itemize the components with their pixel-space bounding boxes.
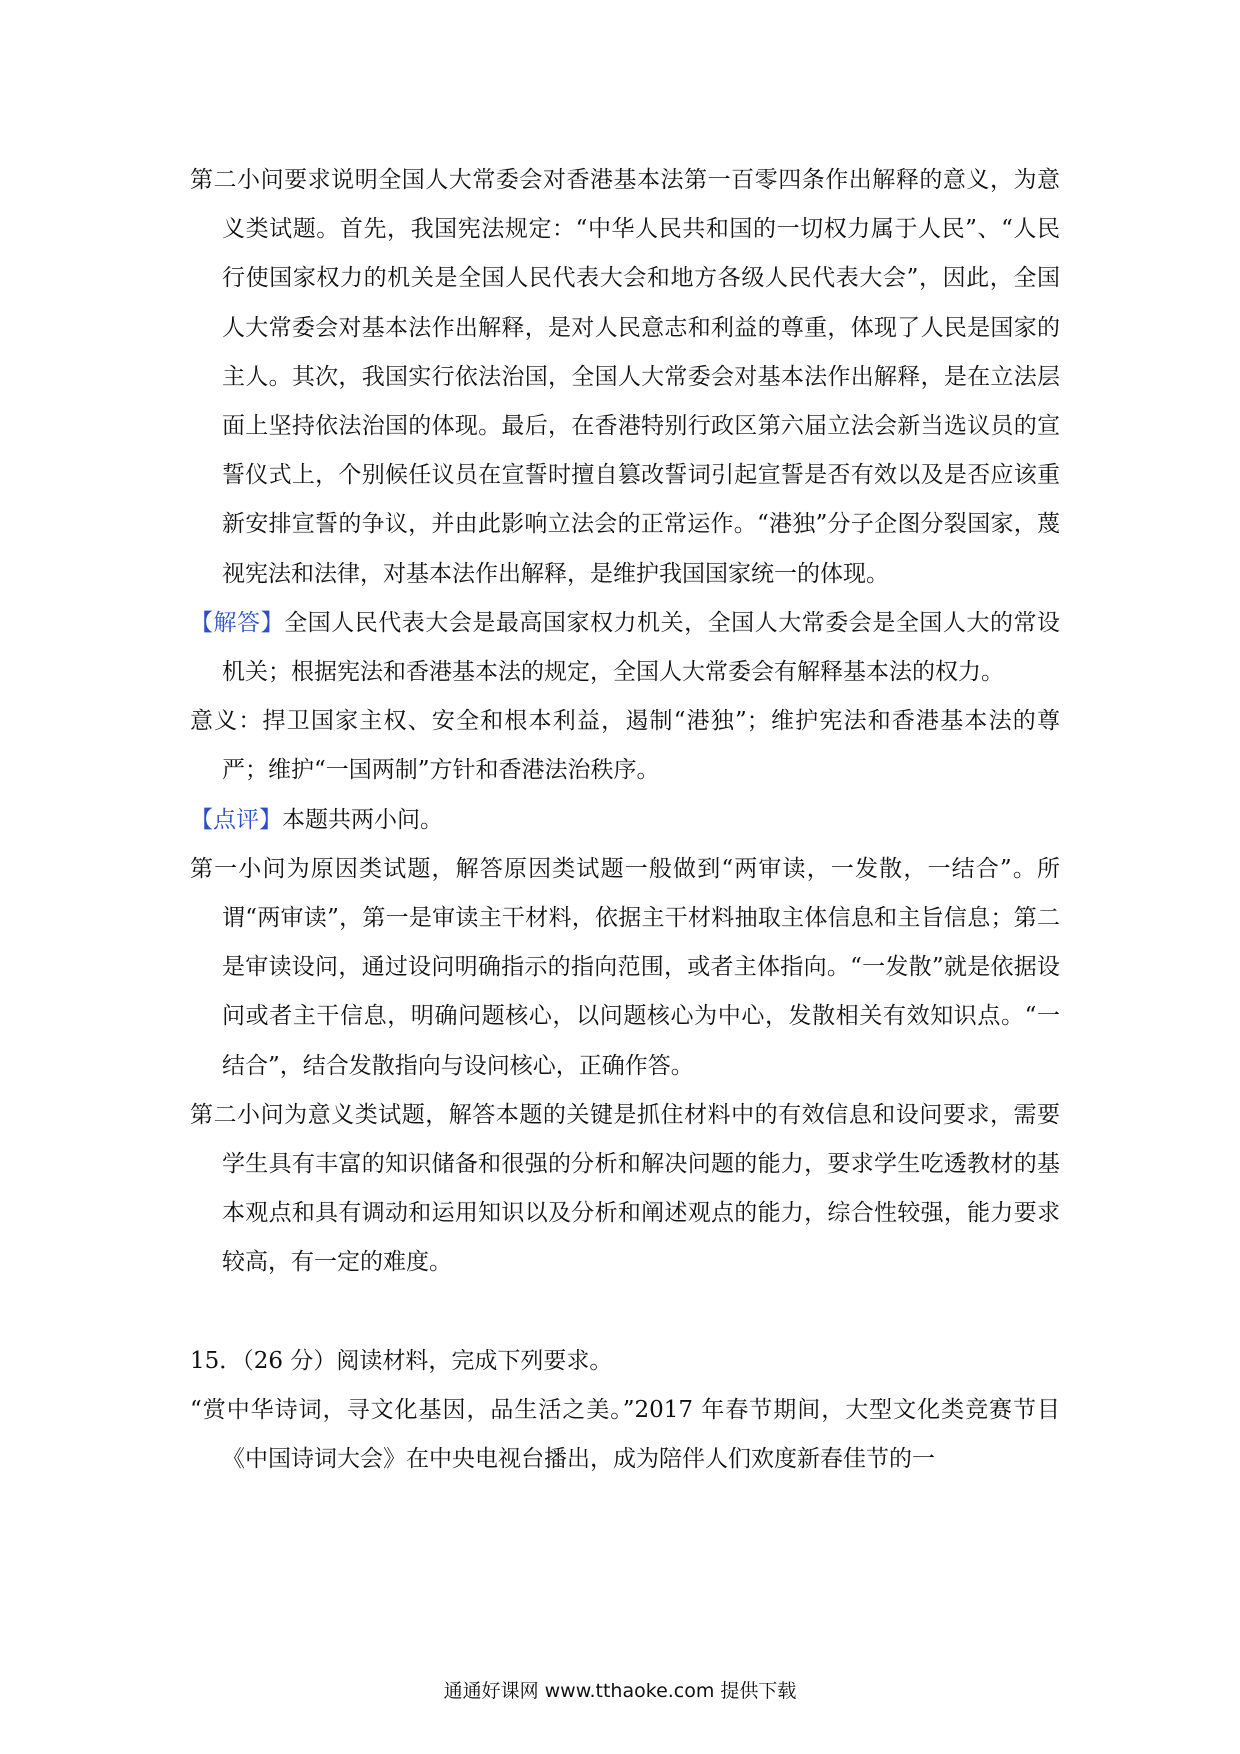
second-subquestion-paragraph <box>190 1091 1060 1288</box>
comment-tag: 【点评】 <box>190 806 282 833</box>
answer-tag: 【解答】 <box>190 609 285 636</box>
section-spacer <box>190 1288 1060 1337</box>
paragraph-text: 意义：捍卫国家主权、安全和根本利益，遏制“港独”；维护宪法和香港基本法的尊严；维护“一国两制”方针和香港法治秩序。 <box>190 708 1060 784</box>
analysis-second-question-paragraph <box>190 156 1060 599</box>
question-material-text: “赏中华诗词，寻文化基因，品生活之美。”2017 年春节期间，大型文化类竞赛节目《中国诗词大会》在中央电视台播出，成为陪伴人们欢度新春佳节的一 <box>190 1396 1060 1473</box>
question-material-paragraph <box>190 1386 1060 1484</box>
paragraph-text: 第一小问为原因类试题，解答原因类试题一般做到“两审读，一发散，一结合”。所谓“两审读”，第一是审读主干材料，依据主干材料抽取主体信息和主旨信息；第二是审读设问，通过设问明确指示的指向范围，或者主体指向。“一发散”就是依据设问或者主干信息，明确问题核心，以问题核心为中心，发散相关有效知识点。“一结合”，结合发散指向与设问核心，正确作答。 <box>190 855 1060 1079</box>
comment-paragraph <box>190 796 1060 845</box>
paragraph-text: 本题共两小问。 <box>282 806 443 833</box>
question-heading-text: 15．（26 分）阅读材料，完成下列要求。 <box>190 1347 613 1374</box>
answer-paragraph <box>190 599 1060 697</box>
question-heading <box>190 1337 1060 1386</box>
first-subquestion-paragraph <box>190 845 1060 1091</box>
paragraph-text: 第二小问要求说明全国人大常委会对香港基本法第一百零四条作出解释的意义，为意义类试题。首先，我国宪法规定：“中华人民共和国的一切权力属于人民”、“人民行使国家权力的机关是全国人民代表大会和地方各级人民代表大会”，因此，全国人大常委会对基本法作出解释，是对人民意志和利益的尊重，体现了人民是国家的主人。其次，我国实行依法治国，全国人大常委会对基本法作出解释，是在立法层面上坚持依法治国的体现。最后，在香港特别行政区第六届立法会新当选议员的宣誓仪式上，个别候任议员在宣誓时擅自篡改誓词引起宣誓是否有效以及是否应该重新安排宣誓的争议，并由此影响立法会的正常运作。“港独”分子企图分裂国家，蔑视宪法和法律，对基本法作出解释，是维护我国国家统一的体现。 <box>190 167 1060 587</box>
document-body <box>190 156 1060 1484</box>
paragraph-text: 第二小问为意义类试题，解答本题的关键是抓住材料中的有效信息和设问要求，需要学生具有丰富的知识储备和很强的分析和解决问题的能力，要求学生吃透教材的基本观点和具有调动和运用知识以及分析和阐述观点的能力，综合性较强，能力要求较高，有一定的难度。 <box>190 1101 1060 1276</box>
paragraph-text: 全国人民代表大会是最高国家权力机关，全国人大常委会是全国人大的常设机关；根据宪法和香港基本法的规定，全国人大常委会有解释基本法的权力。 <box>222 609 1061 686</box>
significance-paragraph <box>190 697 1060 795</box>
page-footer: 通通好课网 www.tthaoke.com 提供下载 <box>443 1680 797 1702</box>
